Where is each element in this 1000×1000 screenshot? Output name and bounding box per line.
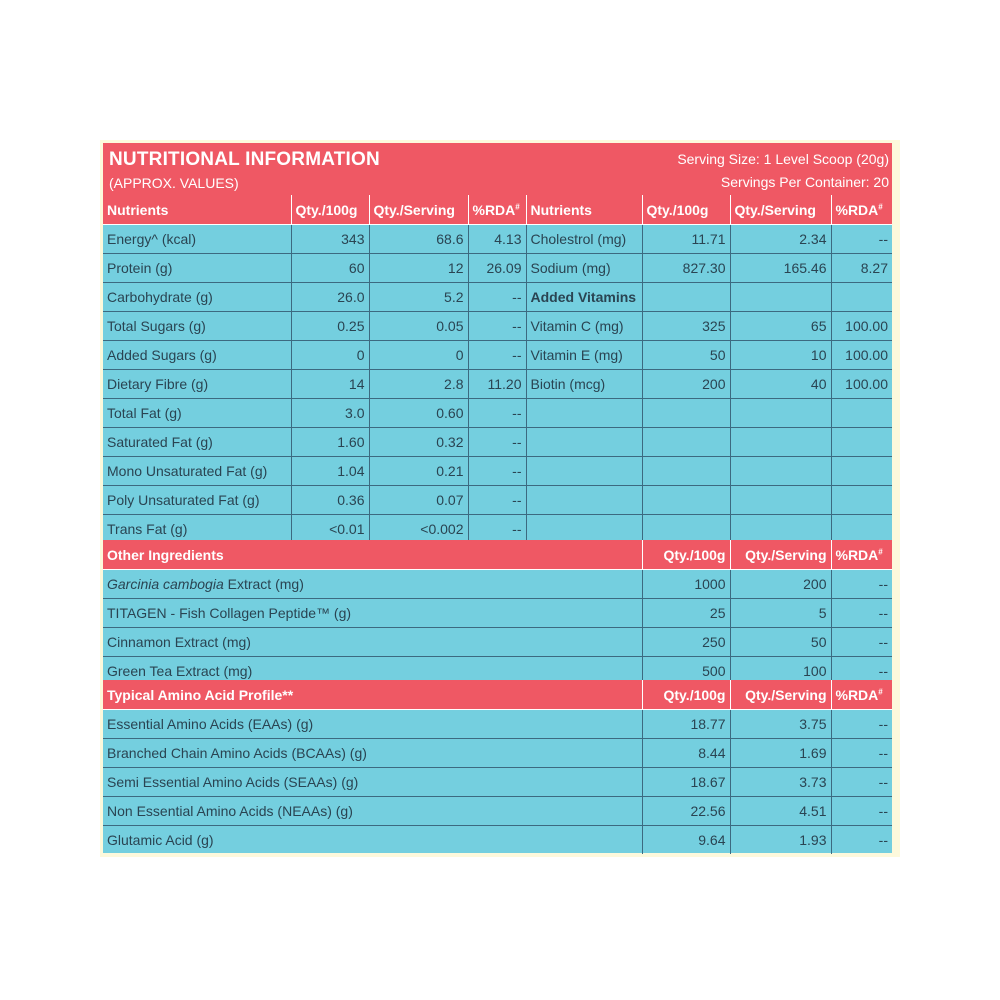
ingredient-name-text: TITAGEN - Fish Collagen Peptide™ (g) (107, 605, 352, 621)
nutrient-value: 60 (291, 254, 369, 283)
nutrient-value (642, 515, 730, 544)
nutrient-value: 0.60 (369, 399, 468, 428)
rda-label: %RDA (472, 201, 516, 218)
nutrient-value: <0.01 (291, 515, 369, 544)
nutrient-name: Dietary Fibre (g) (103, 370, 291, 399)
nutrient-value (642, 457, 730, 486)
amino-acid-value: 8.44 (642, 739, 730, 768)
nutrient-value: -- (468, 515, 526, 544)
ingredient-name (103, 628, 642, 657)
col-header: Qty./Serving (369, 195, 468, 225)
col-header: Qty./Serving (730, 680, 831, 710)
rda-label: %RDA (835, 546, 879, 563)
nutrient-value: -- (468, 312, 526, 341)
amino-acid-value: 1.93 (730, 826, 831, 855)
nutrient-value (831, 457, 892, 486)
col-header: Nutrients (103, 195, 291, 225)
nutrient-value: 10 (730, 341, 831, 370)
nutrient-name (526, 428, 642, 457)
nutrient-value: 11.71 (642, 225, 730, 254)
col-header-rda (468, 195, 526, 225)
table-row (103, 312, 892, 341)
ingredient-name-text: Cinnamon Extract (mg) (107, 634, 251, 650)
table-row (103, 710, 892, 739)
nutrient-value: 100.00 (831, 370, 892, 399)
nutrient-value: -- (468, 428, 526, 457)
nutrient-value: 3.0 (291, 399, 369, 428)
amino-acid-value: -- (831, 710, 892, 739)
nutrient-name: Carbohydrate (g) (103, 283, 291, 312)
table-row (103, 428, 892, 457)
col-header: Typical Amino Acid Profile** (103, 680, 642, 710)
nutrient-value: <0.002 (369, 515, 468, 544)
ingredient-value: -- (831, 570, 892, 599)
ingredient-value: 100 (730, 657, 831, 686)
ingredient-name (103, 599, 642, 628)
page-subtitle: (APPROX. VALUES) (109, 175, 239, 191)
amino-acid-value: 3.75 (730, 710, 831, 739)
amino-acid-name: Semi Essential Amino Acids (SEAAs) (g) (103, 768, 642, 797)
nutrient-value (831, 428, 892, 457)
nutrient-name: Mono Unsaturated Fat (g) (103, 457, 291, 486)
table-row (103, 370, 892, 399)
nutrient-name: Cholestrol (mg) (526, 225, 642, 254)
nutrient-name: Added Sugars (g) (103, 341, 291, 370)
servings-per-container-text: Servings Per Container: 20 (720, 174, 889, 190)
ingredient-name-text: Green Tea Extract (mg) (107, 663, 253, 679)
nutrient-value: 0 (291, 341, 369, 370)
nutrient-value (642, 428, 730, 457)
ingredient-value: 1000 (642, 570, 730, 599)
nutrient-name: Trans Fat (g) (103, 515, 291, 544)
rda-label: %RDA (835, 686, 879, 703)
col-header-rda (831, 195, 892, 225)
col-header: Qty./100g (291, 195, 369, 225)
col-header: Other Ingredients (103, 540, 642, 570)
col-header: Qty./100g (642, 680, 730, 710)
nutrient-name: Vitamin E (mg) (526, 341, 642, 370)
nutrient-value (730, 283, 831, 312)
nutrient-value: -- (468, 486, 526, 515)
title-block (103, 143, 892, 195)
nutrient-value: 26.09 (468, 254, 526, 283)
nutrient-value: 65 (730, 312, 831, 341)
table-row (103, 283, 892, 312)
nutrient-value (831, 486, 892, 515)
col-header: Nutrients (526, 195, 642, 225)
ingredient-value: -- (831, 628, 892, 657)
amino-acid-table (103, 680, 892, 854)
nutrient-value: 40 (730, 370, 831, 399)
nutrient-name: Total Sugars (g) (103, 312, 291, 341)
table-row (103, 486, 892, 515)
amino-acid-value: 1.69 (730, 739, 831, 768)
nutrient-value: 14 (291, 370, 369, 399)
nutrient-value (730, 399, 831, 428)
rda-mark: # (878, 201, 883, 211)
nutrient-name: Vitamin C (mg) (526, 312, 642, 341)
nutrient-value (730, 428, 831, 457)
nutrient-value: 8.27 (831, 254, 892, 283)
ingredient-value: -- (831, 599, 892, 628)
nutrient-value (730, 486, 831, 515)
rda-mark: # (878, 546, 883, 556)
nutrient-value: 827.30 (642, 254, 730, 283)
rda-mark: # (878, 686, 883, 696)
nutrient-name: Protein (g) (103, 254, 291, 283)
nutrient-value: 1.60 (291, 428, 369, 457)
ingredient-value: 500 (642, 657, 730, 686)
nutrient-value (642, 486, 730, 515)
col-header: Qty./Serving (730, 540, 831, 570)
amino-acid-value: 4.51 (730, 797, 831, 826)
amino-acid-value: 18.67 (642, 768, 730, 797)
nutrient-value (831, 283, 892, 312)
nutrient-value: 325 (642, 312, 730, 341)
nutrient-name: Saturated Fat (g) (103, 428, 291, 457)
amino-acid-value: -- (831, 797, 892, 826)
nutrient-value: 2.8 (369, 370, 468, 399)
nutrient-value: 12 (369, 254, 468, 283)
table-row (103, 739, 892, 768)
nutrient-value: 0.36 (291, 486, 369, 515)
nutrient-value: 2.34 (730, 225, 831, 254)
nutrient-name: Sodium (mg) (526, 254, 642, 283)
table-row (103, 628, 892, 657)
nutrient-value: 11.20 (468, 370, 526, 399)
nutrient-value: -- (468, 457, 526, 486)
col-header: Qty./100g (642, 195, 730, 225)
amino-acid-value: 18.77 (642, 710, 730, 739)
nutrient-value (642, 283, 730, 312)
nutrient-value: 4.13 (468, 225, 526, 254)
nutrient-value: 26.0 (291, 283, 369, 312)
nutrient-value (730, 457, 831, 486)
nutrient-name: Energy^ (kcal) (103, 225, 291, 254)
serving-size-text: Serving Size: 1 Level Scoop (20g) (677, 151, 889, 167)
col-header: Qty./100g (642, 540, 730, 570)
nutrient-name (526, 399, 642, 428)
amino-acid-value: 22.56 (642, 797, 730, 826)
table-row (103, 341, 892, 370)
nutrient-value (831, 515, 892, 544)
col-header-rda (831, 680, 892, 710)
ingredient-name (103, 570, 642, 599)
nutrient-name: Total Fat (g) (103, 399, 291, 428)
nutrient-value: 50 (642, 341, 730, 370)
other-ingredients-header-row (103, 540, 892, 570)
nutrient-name: Biotin (mcg) (526, 370, 642, 399)
nutrient-value: -- (468, 283, 526, 312)
amino-acid-name: Branched Chain Amino Acids (BCAAs) (g) (103, 739, 642, 768)
ingredient-value: -- (831, 657, 892, 686)
nutrient-value: 165.46 (730, 254, 831, 283)
amino-acid-value: 3.73 (730, 768, 831, 797)
amino-acid-value: -- (831, 739, 892, 768)
nutrient-name (526, 457, 642, 486)
amino-acid-value: -- (831, 768, 892, 797)
ingredient-name-italic: Garcinia cambogia (107, 576, 224, 592)
nutrient-value: 0 (369, 341, 468, 370)
nutrient-value (730, 515, 831, 544)
nutrient-value (642, 399, 730, 428)
nutrient-value: 0.21 (369, 457, 468, 486)
rda-label: %RDA (835, 201, 879, 218)
nutrient-value: 100.00 (831, 341, 892, 370)
nutrient-value: 200 (642, 370, 730, 399)
table-row (103, 570, 892, 599)
col-header: Qty./Serving (730, 195, 831, 225)
nutrient-value: 343 (291, 225, 369, 254)
ingredient-name-text: Extract (mg) (223, 576, 304, 592)
table-row (103, 225, 892, 254)
nutrient-value: 0.07 (369, 486, 468, 515)
nutrient-value: 5.2 (369, 283, 468, 312)
amino-acid-name: Glutamic Acid (g) (103, 826, 642, 855)
nutrition-card (103, 143, 892, 853)
amino-acid-header-row (103, 680, 892, 710)
amino-acid-name: Non Essential Amino Acids (NEAAs) (g) (103, 797, 642, 826)
nutrient-value: -- (831, 225, 892, 254)
nutrients-table (103, 195, 892, 543)
ingredient-value: 5 (730, 599, 831, 628)
table-row (103, 826, 892, 855)
table-row (103, 515, 892, 544)
amino-acid-value: 9.64 (642, 826, 730, 855)
rda-mark: # (515, 201, 520, 211)
col-header-rda (831, 540, 892, 570)
nutrient-name (526, 486, 642, 515)
nutrient-value: 100.00 (831, 312, 892, 341)
nutrient-name: Poly Unsaturated Fat (g) (103, 486, 291, 515)
ingredient-value: 200 (730, 570, 831, 599)
nutrient-value: 0.25 (291, 312, 369, 341)
page-title: NUTRITIONAL INFORMATION (109, 149, 380, 170)
nutrient-value: -- (468, 341, 526, 370)
ingredient-value: 50 (730, 628, 831, 657)
table-row (103, 399, 892, 428)
nutrient-name: Added Vitamins (526, 283, 642, 312)
ingredient-value: 25 (642, 599, 730, 628)
nutrient-value: 68.6 (369, 225, 468, 254)
nutrient-value: -- (468, 399, 526, 428)
nutrient-value: 0.32 (369, 428, 468, 457)
table-row (103, 768, 892, 797)
table-row (103, 457, 892, 486)
amino-acid-name: Essential Amino Acids (EAAs) (g) (103, 710, 642, 739)
table-row (103, 797, 892, 826)
nutrient-value: 1.04 (291, 457, 369, 486)
table-row (103, 254, 892, 283)
table-row (103, 599, 892, 628)
nutrients-header-row (103, 195, 892, 225)
other-ingredients-table (103, 540, 892, 686)
nutrient-value (831, 399, 892, 428)
amino-acid-value: -- (878, 832, 888, 848)
nutrient-name (526, 515, 642, 544)
ingredient-value: 250 (642, 628, 730, 657)
nutrient-value: 0.05 (369, 312, 468, 341)
